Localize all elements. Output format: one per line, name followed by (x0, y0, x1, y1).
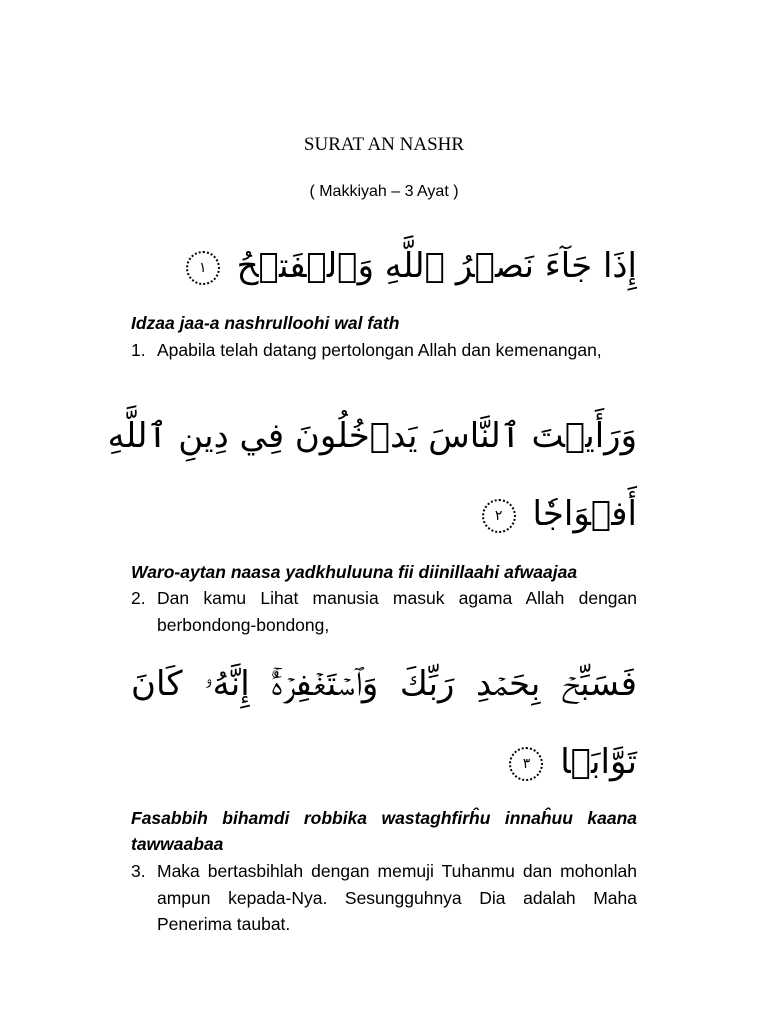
verse-3-translation (131, 858, 637, 938)
arabic-text: تَوَّابَۢا (560, 742, 637, 782)
translation-text: Dan kamu Lihat manusia masuk agama Allah dengan berbondong-bondong, (157, 588, 637, 635)
ayah-marker-icon: ٢ (482, 499, 516, 533)
item-number: 2. (131, 588, 146, 608)
verse-2-arabic-line-2 (482, 494, 637, 534)
verse-3-arabic-line-1: فَسَبِّحۡ بِحَمۡدِ رَبِّكَ وَٱسۡتَغۡفِرۡهُۚ إِنَّهُۥ كَانَ (131, 664, 637, 704)
verse-1-translation (131, 337, 637, 364)
verse-3-transliteration: Fasabbih bihamdi robbika wastaghfirĥu innaĥuu kaana tawwaabaa (131, 808, 637, 854)
translation-text: Apabila telah datang pertolongan Allah dan kemenangan, (157, 340, 602, 360)
verse-1-transliteration: Idzaa jaa-a nashrulloohi wal fath (131, 313, 400, 333)
ayah-marker-icon: ١ (186, 251, 220, 285)
translation-text: Maka bertasbihlah dengan memuji Tuhanmu dan mohonlah ampun kepada-Nya. Sesungguhnya Dia adalah Maha Penerima taubat. (157, 861, 637, 934)
arabic-text: إِذَا جَآءَ نَصۡرُ ٱللَّهِ وَٱلۡفَتۡحُ (236, 246, 637, 286)
arabic-text: أَفۡوَاجٗا (532, 494, 637, 534)
verse-2-transliteration: Waro-aytan naasa yadkhuluuna fii diinillaahi afwaajaa (131, 562, 578, 582)
document-subtitle: ( Makkiyah – 3 Ayat ) (309, 183, 459, 200)
verse-2-translation (131, 585, 637, 638)
verse-2-arabic-line-1: وَرَأَيۡتَ ٱلنَّاسَ يَدۡخُلُونَ فِي دِينِ ٱللَّهِ (107, 416, 637, 456)
ayah-marker-icon: ٣ (509, 747, 543, 781)
verse-3-arabic-line-2 (509, 742, 637, 782)
item-number: 3. (131, 861, 146, 881)
verse-1-arabic (186, 246, 637, 286)
item-number: 1. (131, 340, 146, 360)
document-title: SURAT AN NASHR (303, 134, 465, 155)
